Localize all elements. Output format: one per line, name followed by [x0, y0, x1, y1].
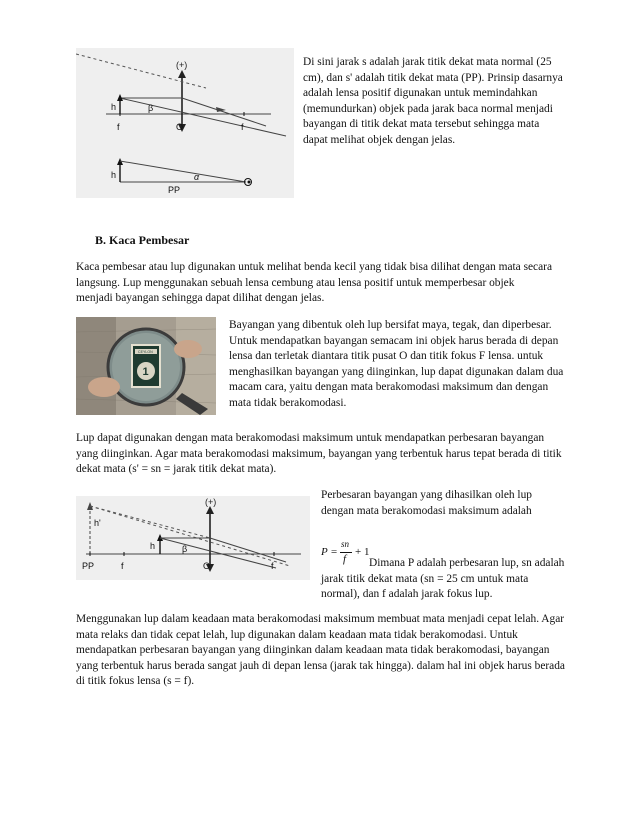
magnifier-photo-svg	[76, 317, 216, 415]
paragraph-photo: Bayangan yang dibentuk oleh lup bersifat maya, tegak, dan diperbesar. Untuk mendapatkan bayangan semacam ini objek harus berada di depan lensa dan terletak diantara titik pusat O dan titik fokus F lensa. untuk menghasilkan bayangan yang diinginkan, lup dapat digunakan dalam dua macam cara, yaitu dengan mata berakomodasi maksimum dan dengan mata tidak berakomodasi.	[229, 319, 564, 409]
virtual-ray-3	[90, 506, 290, 566]
magnifier-photo	[76, 317, 216, 415]
focal-label-right-2: f	[271, 561, 274, 571]
formula-numerator: sn	[341, 539, 350, 549]
stamp-numeral: 1	[142, 366, 149, 378]
lens-diagram-1	[76, 48, 294, 198]
stamp-label: CEYLON	[138, 350, 153, 354]
optical-center-label-2: O	[203, 561, 211, 571]
paragraph-max-accommodation: Lup dapat digunakan dengan mata berakomodasi maksimum untuk mendapatkan perbesaran bayangan yang diinginkan. Agar mata berakomodasi maksimum, bayangan yang terbentuk harus tepat berada di titik dekat mata (s' = sn = jarak titik dekat mata).	[76, 432, 562, 476]
section-heading: B. Kaca Pembesar	[95, 233, 190, 247]
formula-lhs: P =	[321, 546, 338, 558]
pp-ray	[120, 161, 246, 182]
focal-label-left: f	[117, 122, 120, 132]
focal-label-right: f	[241, 122, 244, 132]
alpha-label: α	[194, 172, 200, 182]
formula-explanation: Dimana P adalah perbesaran lup, sn adalah jarak titik dekat mata (sn = 25 cm untuk mata normal), dan f adalah jarak fokus lup.	[321, 557, 565, 601]
finger-left	[88, 377, 120, 397]
lens-diagram-2-svg	[76, 496, 310, 580]
focal-label-left-2: f	[121, 561, 124, 571]
lens-arrow-top-2	[206, 506, 214, 514]
lens-plus-label: (+)	[176, 60, 188, 70]
pp-label: PP	[168, 185, 181, 195]
paragraph-top-right: Di sini jarak s adalah jarak titik dekat mata normal (25 cm), dan s' adalah titik dekat mata (PP). Prinsip dasarnya adalah lensa positif digunakan untuk memindahkan (memundurkan) objek pada jarak baca normal menjadi bayangan di titik dekat mata tersebut sehingga mata dapat melihat objek dengan jelas.	[303, 56, 563, 146]
lens-plus-label-2: (+)	[205, 497, 217, 507]
object-h-label: h	[111, 102, 117, 112]
virtual-image-label: h'	[94, 518, 101, 528]
formula-denominator: f	[343, 553, 347, 565]
pp-label-2: PP	[82, 561, 95, 571]
ray-refracted	[210, 538, 286, 562]
object-h-label-2: h	[150, 541, 156, 551]
lens-diagram-1-svg	[76, 48, 294, 198]
lens-diagram-2	[76, 496, 310, 580]
finger-right	[174, 340, 202, 358]
virtual-ray-2	[90, 506, 210, 538]
eye-pupil-icon	[248, 181, 251, 184]
optical-center-label: O	[176, 122, 184, 132]
beta-label: β	[148, 103, 154, 113]
paragraph-relaxed-eye: Menggunakan lup dalam keadaan mata berakomodasi maksimum membuat mata menjadi cepat lelah. Agar mata relaks dan tidak cepat lelah, lup digunakan dalam keadaan mata tidak berakomodasi. Untuk mendapatkan perbesaran bayangan yang diinginkan dalam keadaan mata tidak berakomodasi, bayangan yang terbentuk harus berada sangat jauh di depan lensa (jarak tak hingga). dalam hal ini objek harus berada di titik fokus lensa (s = f).	[76, 613, 565, 688]
lens-arrow-top	[178, 70, 186, 78]
paragraph-fig2: Perbesaran bayangan yang dihasilkan oleh lup dengan mata berakomodasi maksimum adalah	[321, 489, 532, 517]
beta-label-2: β	[182, 544, 188, 554]
paragraph-formula	[321, 556, 565, 603]
ray-1	[120, 98, 286, 136]
paragraph-intro: Kaca pembesar atau lup digunakan untuk melihat benda kecil yang tidak bisa dilihat dengan mata secara langsung. Lup menggunakan sebuah lensa cembung atau lensa positif untuk memperbesar objek menjadi bayangan sehingga dapat dilihat dengan jelas.	[76, 261, 553, 305]
formula-plus-one: + 1	[355, 546, 370, 558]
pp-h-label: h	[111, 170, 117, 180]
